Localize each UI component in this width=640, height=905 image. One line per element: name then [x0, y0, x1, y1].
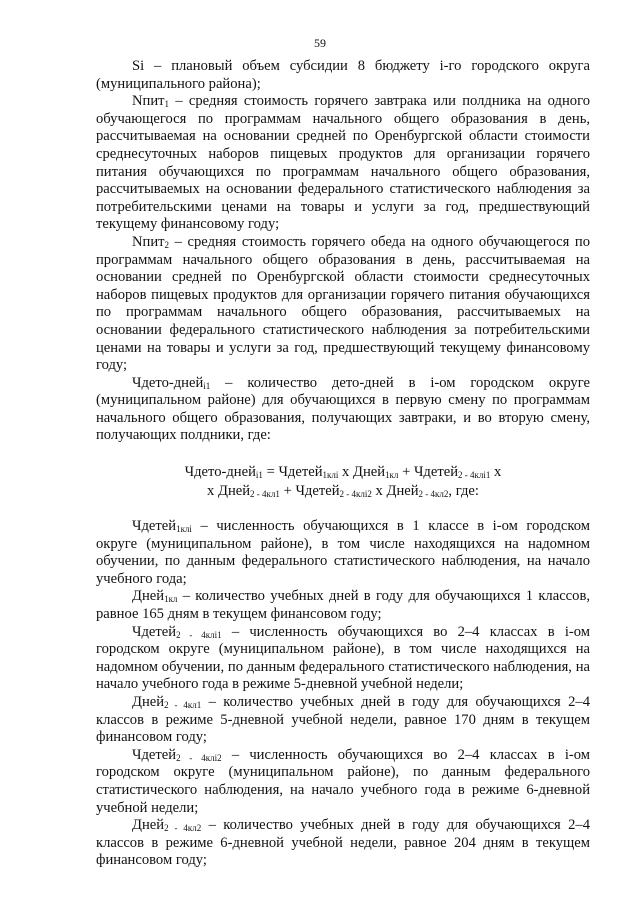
formula-line-1: [96, 463, 590, 482]
formula-term: + Чдетей: [398, 464, 459, 481]
definition-text: – численность обучающихся во 2–4 классах в i-ом городском округе (муниципальном районе), в том числе находящихся на надомном обучении, по данным федерального статистического наблюдения, на начало учебного года в режиме 5-дневной учебной недели;: [96, 623, 590, 693]
definition-text: – количество учебных дней в году для обучающихся 2–4 классов в режиме 6-дневной учебной недели, равное 204 дням в текущем финансовом году;: [96, 817, 590, 869]
formula-term: = Чдетей: [262, 464, 323, 481]
term: Nпит: [132, 93, 165, 110]
formula-term: x: [490, 464, 502, 481]
definition-text: – численность обучающихся во 2–4 классах в i-ом городском округе (муниципальном районе), по данным федерального статистического наблюдения, на начало учебного года в режиме 6-дневной учебной недели;: [96, 746, 590, 816]
term-subscript: 1кл: [164, 594, 178, 605]
formula-term: x Дней: [338, 464, 386, 481]
term-subscript: i1: [203, 380, 211, 391]
definition-children-grade2-4-6day: [96, 747, 590, 817]
term-subscript: 2 - 4кл2: [164, 823, 202, 834]
definition-text: – средняя стоимость горячего завтрака или полдника на одного обучающегося по программам начального общего образования в день, рассчитываемая на основании средней по Оренбургской области стоимости среднесуточных наборов пищевых продуктов для организации горячего питания обучающихся по программам начального общего образования, рассчитываемых на основании федерального статистического наблюдения за потребительскими ценами на товары и услуги за год, предшествующий текущему финансовому году;: [96, 93, 590, 233]
definition-text: – количество учебных дней в году для обучающихся 1 классов, равное 165 дням в текущем финансовом году;: [96, 588, 590, 623]
term: Чдетей: [132, 623, 177, 640]
definition-text: – количество дето-дней в i-ом городском округе (муниципальном районе) для обучающихся в первую смену по программам начального общего образования, получающих завтраки, и во вторую смену, получающих полдники, где:: [96, 374, 590, 444]
formula-term: , где:: [448, 483, 479, 500]
page-number: 59: [314, 36, 326, 50]
definition-si: [96, 58, 590, 93]
term: Дней: [132, 588, 165, 605]
definition-children-grade2-4-5day: [96, 624, 590, 694]
formula-term: x Дней: [207, 483, 251, 500]
formula-line-2: [96, 482, 590, 501]
definition-text: – плановый объем субсидии 8 бюджету i-го городского округа (муниципального района);: [96, 58, 590, 92]
formula-subscript: 1клi: [322, 470, 339, 481]
definition-text: – количество учебных дней в году для обучающихся 2–4 классов в режиме 5-дневной учебной недели, равное 170 дням в текущем финансовом году;: [96, 694, 590, 746]
term-subscript: 1: [164, 99, 170, 110]
formula-term: + Чдетей: [279, 483, 340, 500]
term: Чдето-дней: [132, 374, 204, 391]
formula-term: x Дней: [371, 483, 419, 500]
definition-days-grade1: [96, 588, 590, 623]
definition-children-grade1: [96, 518, 590, 588]
definition-npit2: [96, 234, 590, 375]
definition-text: – численность обучающихся в 1 классе в i-ом городском округе (муниципальном районе), в том числе находящихся на надомном обучении, по данным федерального статистического наблюдения, на начало учебного года;: [96, 518, 590, 587]
term: Чдетей: [132, 746, 177, 763]
formula-subscript: i1: [255, 470, 263, 481]
formula-subscript: 2 - 4клi2: [339, 489, 372, 500]
formula-subscript: 2 - 4кл1: [250, 489, 280, 500]
formula-subscript: 2 - 4клi1: [458, 470, 491, 481]
term: Дней: [132, 817, 165, 834]
term-subscript: 1клi: [176, 524, 192, 535]
term: Nпит: [132, 233, 165, 250]
term-subscript: 2: [164, 239, 170, 250]
formula-term: Чдето-дней: [184, 464, 256, 481]
definition-text: – средняя стоимость горячего обеда на одного обучающегося по программам начального общего образования в день, рассчитываемая на основании средней по Оренбургской области стоимости среднесуточных наборов пищевых продуктов для организации горячего питания обучающихся по программам начального общего образования, рассчитываемых на основании федерального статистического наблюдения за потребительскими ценами на товары и услуги за год, предшествующий текущему финансовому году;: [96, 233, 590, 374]
term-subscript: 2 - 4клi1: [176, 629, 222, 640]
term: Дней: [132, 694, 165, 710]
definition-child-days: [96, 375, 590, 445]
term-subscript: 2 - 4кл1: [164, 700, 202, 710]
formula-subscript: 1кл: [385, 470, 399, 481]
document-body: [96, 58, 590, 870]
formula-subscript: 2 - 4кл2: [418, 489, 449, 500]
definition-days-grade2-4-6day: [96, 817, 590, 870]
term: Si: [132, 58, 145, 74]
term: Чдетей: [132, 518, 177, 535]
definition-days-grade2-4-5day: [96, 694, 590, 747]
formula: [96, 463, 590, 501]
term-subscript: 2 - 4клi2: [176, 752, 222, 763]
definition-npit1: [96, 93, 590, 234]
